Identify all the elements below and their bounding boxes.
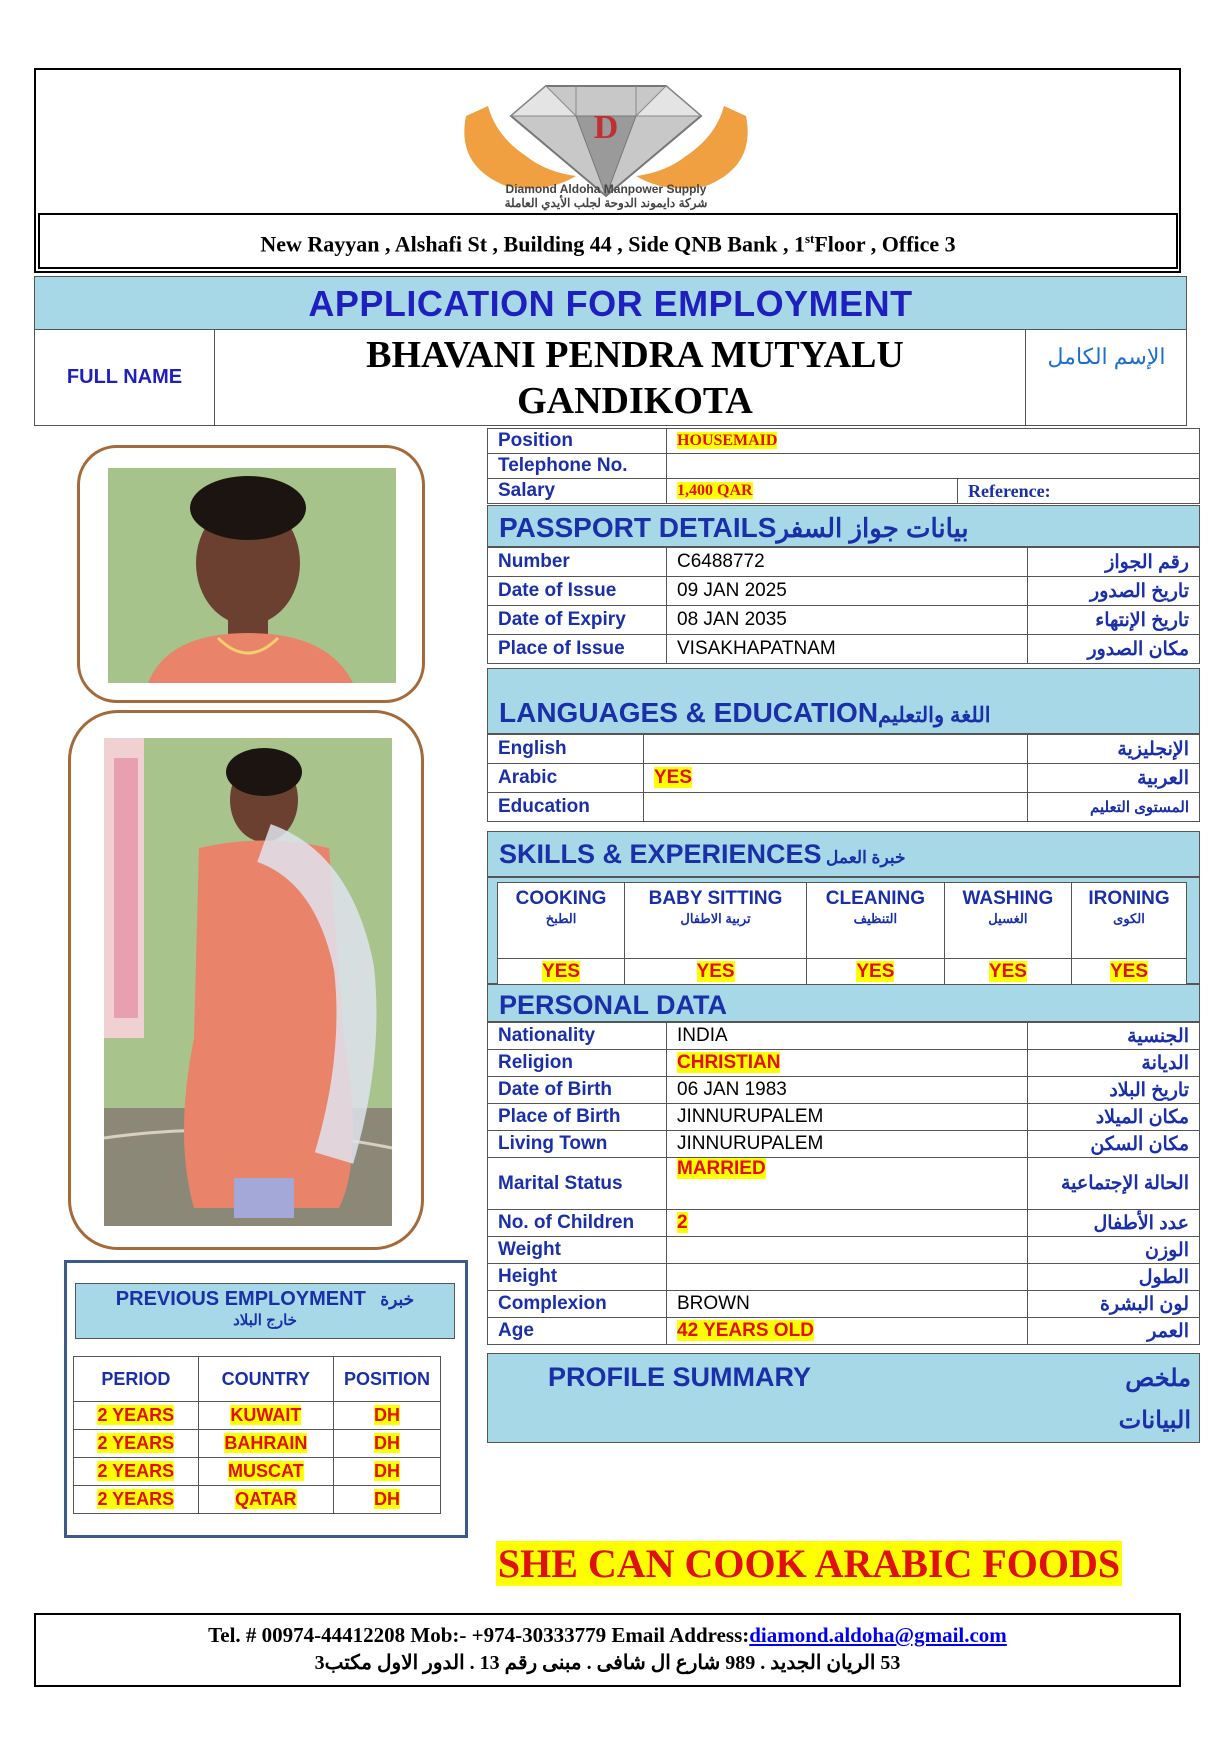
profile-summary-title-ar-2: البيانات	[1118, 1407, 1191, 1434]
svg-text:D: D	[593, 109, 619, 146]
headshot-frame	[77, 445, 425, 703]
passport-row	[488, 635, 1200, 664]
personal-row-label-ar: مكان الميلاد	[1028, 1104, 1200, 1131]
skill-value: YES	[542, 960, 581, 982]
profile-summary-title-ar-1: ملخص	[1125, 1365, 1191, 1392]
previous-employment-header	[75, 1283, 455, 1339]
personal-row-value-cell	[667, 1158, 1028, 1210]
address-text-end: Floor , Office 3	[814, 231, 956, 257]
previous-employment-value: 2 YEARS	[97, 1461, 175, 1481]
salary-cell	[667, 479, 958, 504]
personal-row-value-cell	[667, 1131, 1028, 1158]
personal-table	[487, 1022, 1200, 1345]
personal-row-label-ar: الطول	[1028, 1264, 1200, 1291]
previous-employment-value: KUWAIT	[230, 1405, 302, 1425]
skill-header	[498, 883, 625, 959]
personal-row-value: JINNURUPALEM	[677, 1133, 824, 1154]
country-header: COUNTRY	[198, 1357, 333, 1402]
personal-row-label: Age	[488, 1318, 667, 1345]
personal-row-value-cell	[667, 1077, 1028, 1104]
job-table	[487, 428, 1200, 504]
profile-summary-box	[487, 1353, 1200, 1443]
address-superscript: st	[804, 231, 815, 246]
full-name-label-ar: الإسم الكامل	[1025, 330, 1187, 425]
previous-employment-row	[74, 1402, 441, 1430]
position-header: POSITION	[333, 1357, 440, 1402]
personal-row-value: MARRIED	[677, 1158, 766, 1179]
language-row	[488, 764, 1200, 793]
personal-row	[488, 1291, 1200, 1318]
full-name-row	[34, 330, 1187, 426]
personal-row-value: JINNURUPALEM	[677, 1106, 824, 1127]
skill-value: YES	[696, 960, 735, 982]
passport-row-value: 09 JAN 2025	[667, 577, 1028, 606]
telephone-value	[667, 454, 1200, 479]
passport-row-label-ar: تاريخ الصدور	[1028, 577, 1200, 606]
previous-employment-cell	[333, 1430, 440, 1458]
personal-row-label: Place of Birth	[488, 1104, 667, 1131]
previous-employment-cell	[198, 1458, 333, 1486]
language-row-value-cell	[644, 735, 1028, 764]
previous-employment-cell	[198, 1402, 333, 1430]
skill-name: WASHING	[962, 888, 1054, 909]
skill-value-cell	[806, 959, 944, 985]
personal-row-label-ar: لون البشرة	[1028, 1291, 1200, 1318]
skill-value: YES	[856, 960, 895, 982]
position-value: HOUSEMAID	[677, 432, 778, 449]
personal-row	[488, 1318, 1200, 1345]
language-row-label-ar: الإنجليزية	[1028, 735, 1200, 764]
previous-employment-value: 2 YEARS	[97, 1489, 175, 1509]
full-body-frame	[68, 710, 424, 1250]
previous-employment-row	[74, 1458, 441, 1486]
personal-row-label: Height	[488, 1264, 667, 1291]
personal-row-label: Complexion	[488, 1291, 667, 1318]
skills-box	[487, 877, 1200, 984]
languages-title: LANGUAGES & EDUCATION	[499, 697, 879, 728]
previous-employment-cell	[74, 1458, 199, 1486]
address-text: New Rayyan , Alshafi St , Building 44 , Side QNB Bank , 1	[260, 231, 805, 257]
personal-row-label: Nationality	[488, 1023, 667, 1050]
previous-employment-table	[73, 1356, 441, 1514]
skill-value: YES	[1109, 960, 1148, 982]
language-row	[488, 793, 1200, 822]
cooking-note	[484, 1540, 1134, 1592]
previous-employment-value: DH	[373, 1433, 400, 1453]
skill-name: BABY SITTING	[648, 888, 783, 909]
personal-row-value-cell	[667, 1264, 1028, 1291]
headshot-photo	[108, 468, 396, 683]
personal-row-value: 42 YEARS OLD	[677, 1320, 814, 1341]
skill-name: CLEANING	[825, 888, 926, 909]
passport-row-label-ar: تاريخ الإنتهاء	[1028, 606, 1200, 635]
personal-row-label: Religion	[488, 1050, 667, 1077]
personal-row-value: 2	[677, 1212, 688, 1233]
personal-row	[488, 1077, 1200, 1104]
personal-row-value: CHRISTIAN	[677, 1052, 781, 1073]
skill-name-ar: التنظيف	[853, 911, 898, 926]
full-name-label: FULL NAME	[35, 330, 215, 425]
personal-row-value-cell	[667, 1237, 1028, 1264]
previous-employment-value: 2 YEARS	[97, 1433, 175, 1453]
application-title-bar	[34, 276, 1187, 330]
personal-row-label: Date of Birth	[488, 1077, 667, 1104]
language-row-label-ar: العربية	[1028, 764, 1200, 793]
position-cell	[667, 429, 1200, 454]
previous-employment-value: 2 YEARS	[97, 1405, 175, 1425]
languages-section-header	[487, 668, 1200, 734]
passport-row-label-ar: مكان الصدور	[1028, 635, 1200, 664]
personal-row-value: 06 JAN 1983	[677, 1079, 787, 1100]
language-row-value: YES	[654, 767, 693, 788]
language-row-label: English	[488, 735, 644, 764]
previous-employment-row	[74, 1430, 441, 1458]
previous-employment-value: MUSCAT	[228, 1461, 304, 1481]
skill-value-cell	[944, 959, 1071, 985]
period-header: PERIOD	[74, 1357, 199, 1402]
passport-title-ar: بيانات جواز السفر	[776, 513, 969, 543]
salary-label: Salary	[488, 479, 667, 504]
skill-value-cell	[498, 959, 625, 985]
skill-header	[1071, 883, 1186, 959]
skill-name-ar: الطبخ	[545, 911, 577, 926]
personal-row-label-ar: مكان السكن	[1028, 1131, 1200, 1158]
personal-row	[488, 1023, 1200, 1050]
personal-row-label-ar: الحالة الإجتماعية	[1028, 1158, 1200, 1210]
skill-name: IRONING	[1088, 888, 1170, 909]
personal-row-label-ar: العمر	[1028, 1318, 1200, 1345]
personal-row-label: Weight	[488, 1237, 667, 1264]
full-name-value: BHAVANI PENDRA MUTYALU GANDIKOTA	[366, 334, 904, 422]
passport-title: PASSPORT DETAILS	[499, 512, 777, 543]
page-title: APPLICATION FOR EMPLOYMENT	[308, 283, 913, 324]
personal-row-value: BROWN	[677, 1293, 750, 1314]
telephone-label: Telephone No.	[488, 454, 667, 479]
personal-row-value-cell	[667, 1210, 1028, 1237]
footer-contact: Tel. # 00974-44412208 Mob:- +974-30333779 Email Address:	[208, 1623, 750, 1647]
personal-row	[488, 1210, 1200, 1237]
personal-row-label: Living Town	[488, 1131, 667, 1158]
passport-row-value: VISAKHAPATNAM	[667, 635, 1028, 664]
personal-row-label-ar: الديانة	[1028, 1050, 1200, 1077]
footer-address-ar: 53 الريان الجديد . 989 شارع ال شافى . مبنى رقم 13 . الدور الاول مكتب3	[314, 1652, 901, 1674]
personal-row-label-ar: تاريخ البلاد	[1028, 1077, 1200, 1104]
previous-employment-title: PREVIOUS EMPLOYMENT	[115, 1288, 366, 1310]
personal-row	[488, 1050, 1200, 1077]
skill-value-cell	[625, 959, 807, 985]
personal-row-value: INDIA	[677, 1025, 728, 1046]
passport-row	[488, 577, 1200, 606]
skills-table	[497, 882, 1187, 985]
previous-employment-value: DH	[373, 1461, 400, 1481]
personal-row	[488, 1237, 1200, 1264]
personal-row-value-cell	[667, 1318, 1028, 1345]
previous-employment-cell	[74, 1486, 199, 1514]
personal-row	[488, 1104, 1200, 1131]
previous-employment-title-ar-1: خبرة	[380, 1290, 415, 1309]
passport-row-label: Place of Issue	[488, 635, 667, 664]
language-row-label-ar: المستوى التعليم	[1028, 793, 1200, 822]
passport-row-label: Date of Issue	[488, 577, 667, 606]
previous-employment-cell	[333, 1458, 440, 1486]
previous-employment-cell	[74, 1402, 199, 1430]
personal-row-label-ar: الجنسية	[1028, 1023, 1200, 1050]
previous-employment-value: QATAR	[235, 1489, 297, 1509]
personal-row	[488, 1158, 1200, 1210]
personal-row-label-ar: عدد الأطفال	[1028, 1210, 1200, 1237]
reference-label: Reference:	[958, 479, 1200, 504]
personal-row-value-cell	[667, 1291, 1028, 1318]
previous-employment-title-ar-2: خارج البلاد	[233, 1312, 297, 1329]
previous-employment-cell	[74, 1430, 199, 1458]
header-box	[34, 68, 1181, 273]
passport-table	[487, 547, 1200, 664]
previous-employment-row	[74, 1486, 441, 1514]
skill-header	[625, 883, 807, 959]
footer-email-link[interactable]: diamond.aldoha@gmail.com	[749, 1623, 1007, 1647]
passport-row-label: Number	[488, 548, 667, 577]
skill-header	[806, 883, 944, 959]
previous-employment-cell	[198, 1430, 333, 1458]
personal-row-value-cell	[667, 1104, 1028, 1131]
skill-name-ar: الكوى	[1113, 911, 1145, 926]
skill-value: YES	[988, 960, 1027, 982]
passport-row	[488, 606, 1200, 635]
address-bar	[38, 213, 1178, 269]
personal-title: PERSONAL DATA	[499, 990, 728, 1020]
personal-section-header	[487, 984, 1200, 1022]
personal-row-label: Marital Status	[488, 1158, 667, 1210]
language-row-label: Arabic	[488, 764, 644, 793]
personal-row-label-ar: الوزن	[1028, 1237, 1200, 1264]
skill-name: COOKING	[515, 888, 607, 909]
full-body-photo	[104, 738, 392, 1226]
personal-row	[488, 1131, 1200, 1158]
personal-row-value-cell	[667, 1023, 1028, 1050]
passport-section-header	[487, 505, 1200, 547]
previous-employment-value: DH	[373, 1489, 400, 1509]
company-name-ar: شركة دايموند الدوحة لجلب الأيدي العاملة	[504, 196, 708, 210]
skill-value-cell	[1071, 959, 1186, 985]
skills-title: SKILLS & EXPERIENCES	[499, 839, 822, 869]
footer-box	[34, 1613, 1181, 1687]
previous-employment-cell	[333, 1402, 440, 1430]
salary-value: 1,400 QAR	[677, 482, 753, 499]
language-row-value-cell	[644, 793, 1028, 822]
languages-title-ar: اللغة والتعليم	[878, 704, 991, 727]
languages-table	[487, 734, 1200, 822]
company-name-en: Diamond Aldoha Manpower Supply	[505, 182, 707, 196]
skills-section-header	[487, 831, 1200, 877]
position-label: Position	[488, 429, 667, 454]
passport-row-value: 08 JAN 2035	[667, 606, 1028, 635]
passport-row	[488, 548, 1200, 577]
skill-header	[944, 883, 1071, 959]
previous-employment-cell	[198, 1486, 333, 1514]
skills-title-ar: خبرة العمل	[826, 848, 906, 867]
personal-row-label: No. of Children	[488, 1210, 667, 1237]
cooking-note-text: SHE CAN COOK ARABIC FOODS	[497, 1541, 1121, 1586]
passport-row-value: C6488772	[667, 548, 1028, 577]
previous-employment-value: BAHRAIN	[224, 1433, 308, 1453]
language-row-value-cell	[644, 764, 1028, 793]
passport-row-label: Date of Expiry	[488, 606, 667, 635]
passport-row-label-ar: رقم الجواز	[1028, 548, 1200, 577]
skill-name-ar: الغسيل	[988, 911, 1028, 926]
previous-employment-value: DH	[373, 1405, 400, 1425]
personal-row-value-cell	[667, 1050, 1028, 1077]
previous-employment-box	[64, 1260, 468, 1538]
language-row-label: Education	[488, 793, 644, 822]
language-row	[488, 735, 1200, 764]
previous-employment-cell	[333, 1486, 440, 1514]
profile-summary-title: PROFILE SUMMARY	[548, 1362, 811, 1392]
personal-row	[488, 1264, 1200, 1291]
skill-name-ar: تربية الاطفال	[680, 911, 751, 926]
